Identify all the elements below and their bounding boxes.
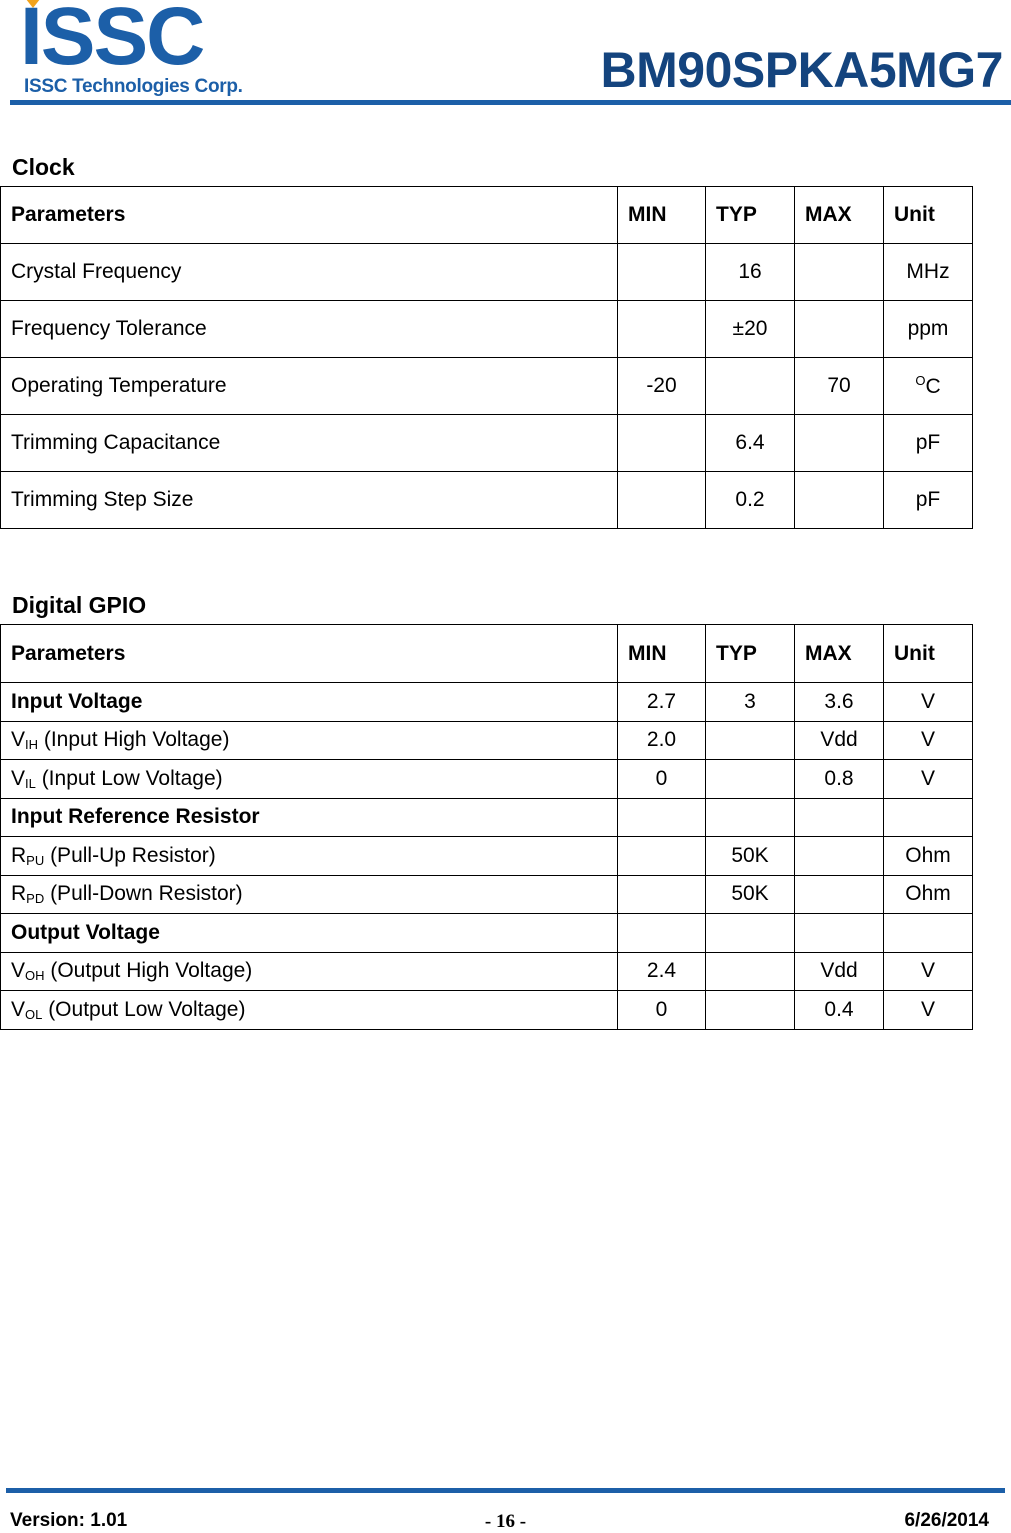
clock-section-title: Clock xyxy=(12,154,75,180)
param-symbol: R xyxy=(11,843,27,867)
param-subscript: PU xyxy=(26,852,45,868)
table-row xyxy=(1,358,973,415)
footer-page-number: - 16 - xyxy=(484,1511,527,1532)
table-row xyxy=(1,244,973,301)
unit-cell: ppm xyxy=(884,301,973,358)
param-symbol: V xyxy=(11,728,26,752)
min-cell xyxy=(618,301,706,358)
param-description: (Input High Voltage) xyxy=(38,728,230,752)
unit-cell xyxy=(884,798,973,837)
table-row xyxy=(1,760,973,799)
table-row xyxy=(1,415,973,472)
typ-cell xyxy=(706,358,795,415)
unit-cell xyxy=(884,358,973,415)
degree-superscript: O xyxy=(915,373,926,388)
table-row xyxy=(1,991,973,1030)
column-header-parameters: Parameters xyxy=(1,625,618,683)
param-cell: Crystal Frequency xyxy=(1,244,618,301)
param-description: (Output High Voltage) xyxy=(44,959,253,983)
param-cell xyxy=(1,760,618,799)
unit-cell: MHz xyxy=(884,244,973,301)
unit-cell: pF xyxy=(884,472,973,529)
param-cell xyxy=(1,721,618,760)
typ-cell: 3 xyxy=(706,683,795,722)
typ-cell: ±20 xyxy=(706,301,795,358)
max-cell xyxy=(795,301,884,358)
min-cell xyxy=(618,244,706,301)
unit-cell: V xyxy=(884,952,973,991)
param-description: (Output Low Voltage) xyxy=(42,997,246,1021)
gpio-table xyxy=(0,624,973,1030)
max-cell xyxy=(795,914,884,953)
typ-cell xyxy=(706,991,795,1030)
unit-cell xyxy=(884,914,973,953)
table-row xyxy=(1,837,973,876)
param-subscript: OL xyxy=(25,1006,43,1022)
max-cell: 70 xyxy=(795,358,884,415)
param-cell xyxy=(1,875,618,914)
param-symbol: V xyxy=(11,959,26,983)
logo-text: ISSC xyxy=(20,0,204,82)
min-cell xyxy=(618,415,706,472)
typ-cell xyxy=(706,952,795,991)
unit-text: C xyxy=(925,375,941,398)
min-cell: 2.7 xyxy=(618,683,706,722)
unit-cell: V xyxy=(884,683,973,722)
table-row xyxy=(1,798,973,837)
param-cell xyxy=(1,991,618,1030)
column-header-min: MIN xyxy=(618,625,706,683)
param-subscript: IH xyxy=(25,737,39,753)
table-row xyxy=(1,952,973,991)
min-cell xyxy=(618,472,706,529)
typ-cell: 50K xyxy=(706,837,795,876)
min-cell: -20 xyxy=(618,358,706,415)
group-param-cell: Input Reference Resistor xyxy=(1,798,618,837)
typ-cell xyxy=(706,798,795,837)
unit-cell: V xyxy=(884,991,973,1030)
footer-version: Version: 1.01 xyxy=(10,1510,128,1531)
company-logo xyxy=(12,0,243,100)
param-cell: Trimming Step Size xyxy=(1,472,618,529)
table-row xyxy=(1,301,973,358)
param-cell xyxy=(1,837,618,876)
max-cell: Vdd xyxy=(795,952,884,991)
param-subscript: IL xyxy=(25,775,36,791)
unit-cell: Ohm xyxy=(884,837,973,876)
column-header-max: MAX xyxy=(795,625,884,683)
param-description: (Input Low Voltage) xyxy=(35,766,223,790)
table-header-row xyxy=(1,187,973,244)
document-title: BM90SPKA5MG7 xyxy=(600,42,1003,98)
param-subscript: OH xyxy=(25,968,45,984)
table-row xyxy=(1,721,973,760)
typ-cell xyxy=(706,914,795,953)
table-row xyxy=(1,472,973,529)
param-symbol: V xyxy=(11,997,26,1021)
max-cell: 0.8 xyxy=(795,760,884,799)
header-divider xyxy=(10,100,1011,105)
min-cell: 0 xyxy=(618,991,706,1030)
min-cell: 2.0 xyxy=(618,721,706,760)
group-param-cell: Input Voltage xyxy=(1,683,618,722)
param-cell xyxy=(1,952,618,991)
typ-cell: 6.4 xyxy=(706,415,795,472)
param-cell: Operating Temperature xyxy=(1,358,618,415)
typ-cell: 16 xyxy=(706,244,795,301)
footer-divider xyxy=(6,1488,1005,1493)
table-row xyxy=(1,914,973,953)
param-symbol: R xyxy=(11,882,27,906)
min-cell xyxy=(618,914,706,953)
min-cell xyxy=(618,798,706,837)
max-cell xyxy=(795,798,884,837)
max-cell: 0.4 xyxy=(795,991,884,1030)
clock-table xyxy=(0,186,973,529)
max-cell: 3.6 xyxy=(795,683,884,722)
column-header-unit: Unit xyxy=(884,187,973,244)
param-description: (Pull-Down Resistor) xyxy=(44,882,243,906)
max-cell xyxy=(795,837,884,876)
column-header-typ: TYP xyxy=(706,187,795,244)
max-cell xyxy=(795,415,884,472)
unit-cell: V xyxy=(884,721,973,760)
max-cell xyxy=(795,875,884,914)
param-cell: Frequency Tolerance xyxy=(1,301,618,358)
column-header-unit: Unit xyxy=(884,625,973,683)
column-header-parameters: Parameters xyxy=(1,187,618,244)
max-cell xyxy=(795,472,884,529)
unit-cell: pF xyxy=(884,415,973,472)
param-cell: Trimming Capacitance xyxy=(1,415,618,472)
min-cell: 2.4 xyxy=(618,952,706,991)
column-header-min: MIN xyxy=(618,187,706,244)
logo-subtitle: ISSC Technologies Corp. xyxy=(24,76,243,97)
min-cell: 0 xyxy=(618,760,706,799)
param-description: (Pull-Up Resistor) xyxy=(44,843,216,867)
unit-cell: Ohm xyxy=(884,875,973,914)
typ-cell: 0.2 xyxy=(706,472,795,529)
unit-cell: V xyxy=(884,760,973,799)
group-param-cell: Output Voltage xyxy=(1,914,618,953)
param-subscript: PD xyxy=(26,891,45,907)
column-header-typ: TYP xyxy=(706,625,795,683)
table-header-row xyxy=(1,625,973,683)
typ-cell: 50K xyxy=(706,875,795,914)
max-cell xyxy=(795,244,884,301)
table-row xyxy=(1,875,973,914)
typ-cell xyxy=(706,760,795,799)
max-cell: Vdd xyxy=(795,721,884,760)
min-cell xyxy=(618,837,706,876)
table-row xyxy=(1,683,973,722)
footer-date: 6/26/2014 xyxy=(904,1510,989,1531)
column-header-max: MAX xyxy=(795,187,884,244)
typ-cell xyxy=(706,721,795,760)
gpio-section-title: Digital GPIO xyxy=(12,592,147,618)
param-symbol: V xyxy=(11,766,26,790)
min-cell xyxy=(618,875,706,914)
